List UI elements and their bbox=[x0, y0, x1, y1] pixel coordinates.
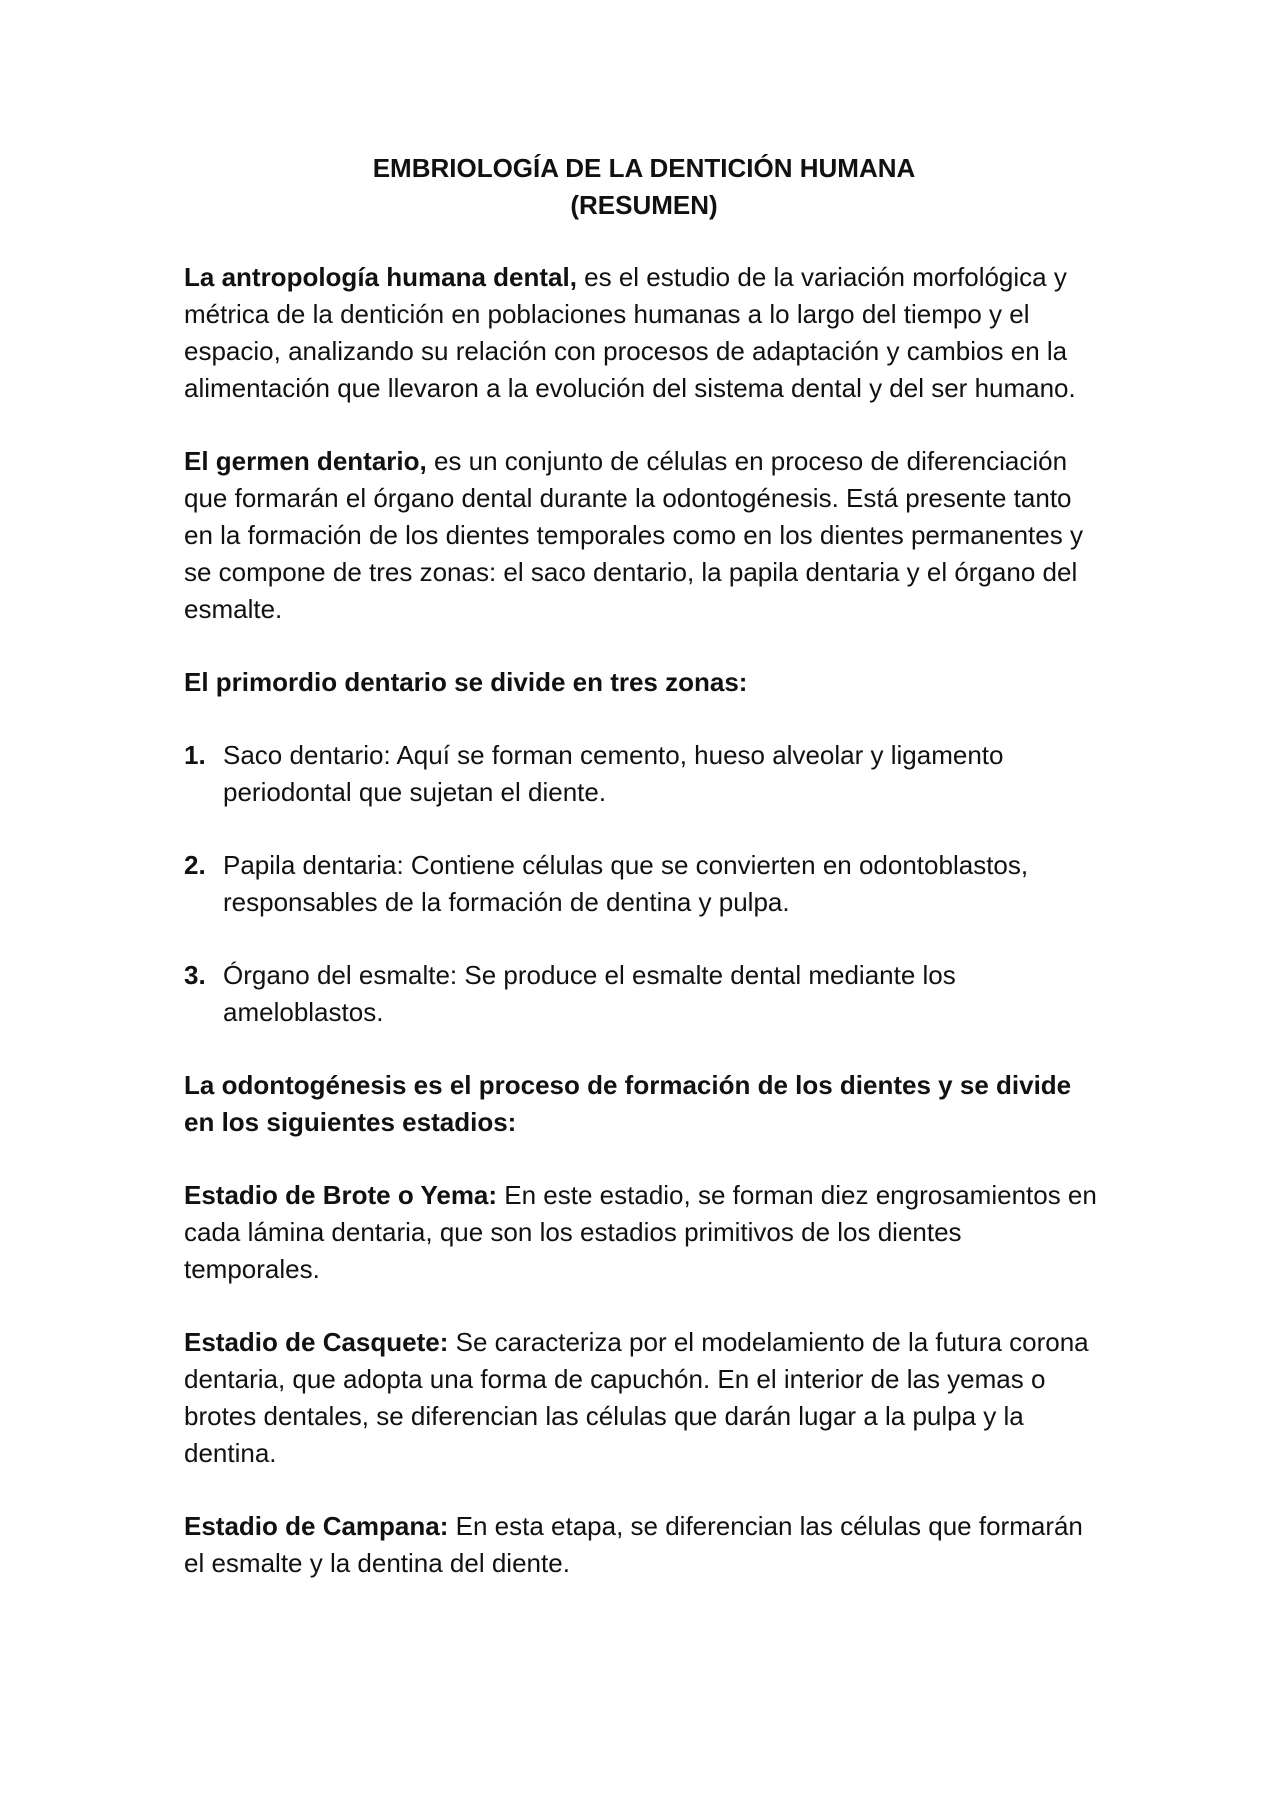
title-line-1: EMBRIOLOGÍA DE LA DENTICIÓN HUMANA bbox=[372, 153, 916, 183]
list-item-number: 1. bbox=[184, 740, 206, 770]
document-title bbox=[184, 150, 1104, 224]
paragraph-lead: La antropología humana dental, bbox=[184, 262, 577, 292]
paragraph-text: Se caracteriza por el modelamiento de la futura corona dentaria, que adopta una forma de capuchón. En el interior de las yemas o brotes dentales, se diferencian las células que darán lugar a la pulpa y la dentina. bbox=[184, 1327, 1089, 1468]
list-item-text: Órgano del esmalte: Se produce el esmalte dental mediante los ameloblastos. bbox=[223, 960, 956, 1027]
paragraph-lead: El germen dentario, bbox=[184, 446, 427, 476]
paragraph-text: es un conjunto de células en proceso de diferenciación que formarán el órgano dental durante la odontogénesis. Está presente tanto en la formación de los dientes temporales como en los dientes permanentes y se compone de tres zonas: el saco dentario, la papila dentaria y el órgano del esmalte. bbox=[184, 446, 1083, 624]
list-item bbox=[184, 847, 1104, 921]
paragraph-lead: Estadio de Brote o Yema: bbox=[184, 1180, 498, 1210]
paragraph-lead: Estadio de Campana: bbox=[184, 1511, 449, 1541]
title-line-2: (RESUMEN) bbox=[570, 190, 718, 220]
paragraph-lead: Estadio de Casquete: bbox=[184, 1327, 449, 1357]
list-item-text: Saco dentario: Aquí se forman cemento, hueso alveolar y ligamento periodontal que sujetan el diente. bbox=[223, 740, 1004, 807]
zones-list bbox=[184, 737, 1104, 1031]
list-item bbox=[184, 957, 1104, 1031]
paragraph-text: En esta etapa, se diferencian las células que formarán el esmalte y la dentina del diente. bbox=[184, 1511, 1083, 1578]
paragraph-antropologia bbox=[184, 259, 1104, 407]
paragraph-stage-casquete bbox=[184, 1324, 1104, 1472]
zones-heading: El primordio dentario se divide en tres zonas: bbox=[184, 667, 748, 697]
paragraph-stage-brote bbox=[184, 1177, 1104, 1288]
list-item-number: 2. bbox=[184, 850, 206, 880]
list-item-number: 3. bbox=[184, 960, 206, 990]
stages-heading: La odontogénesis es el proceso de formación de los dientes y se divide en los siguientes estadios: bbox=[184, 1070, 1072, 1137]
paragraph-text: En este estadio, se forman diez engrosamientos en cada lámina dentaria, que son los estadios primitivos de los dientes temporales. bbox=[184, 1180, 1097, 1284]
document-page bbox=[184, 150, 1104, 1618]
paragraph-germen bbox=[184, 443, 1104, 628]
list-item-text: Papila dentaria: Contiene células que se convierten en odontoblastos, responsables de la formación de dentina y pulpa. bbox=[223, 850, 1029, 917]
paragraph-text: es el estudio de la variación morfológica y métrica de la dentición en poblaciones humanas a lo largo del tiempo y el espacio, analizando su relación con procesos de adaptación y cambios en la alimentación que llevaron a la evolución del sistema dental y del ser humano. bbox=[184, 262, 1076, 403]
list-item bbox=[184, 737, 1104, 811]
paragraph-stage-campana bbox=[184, 1508, 1104, 1582]
